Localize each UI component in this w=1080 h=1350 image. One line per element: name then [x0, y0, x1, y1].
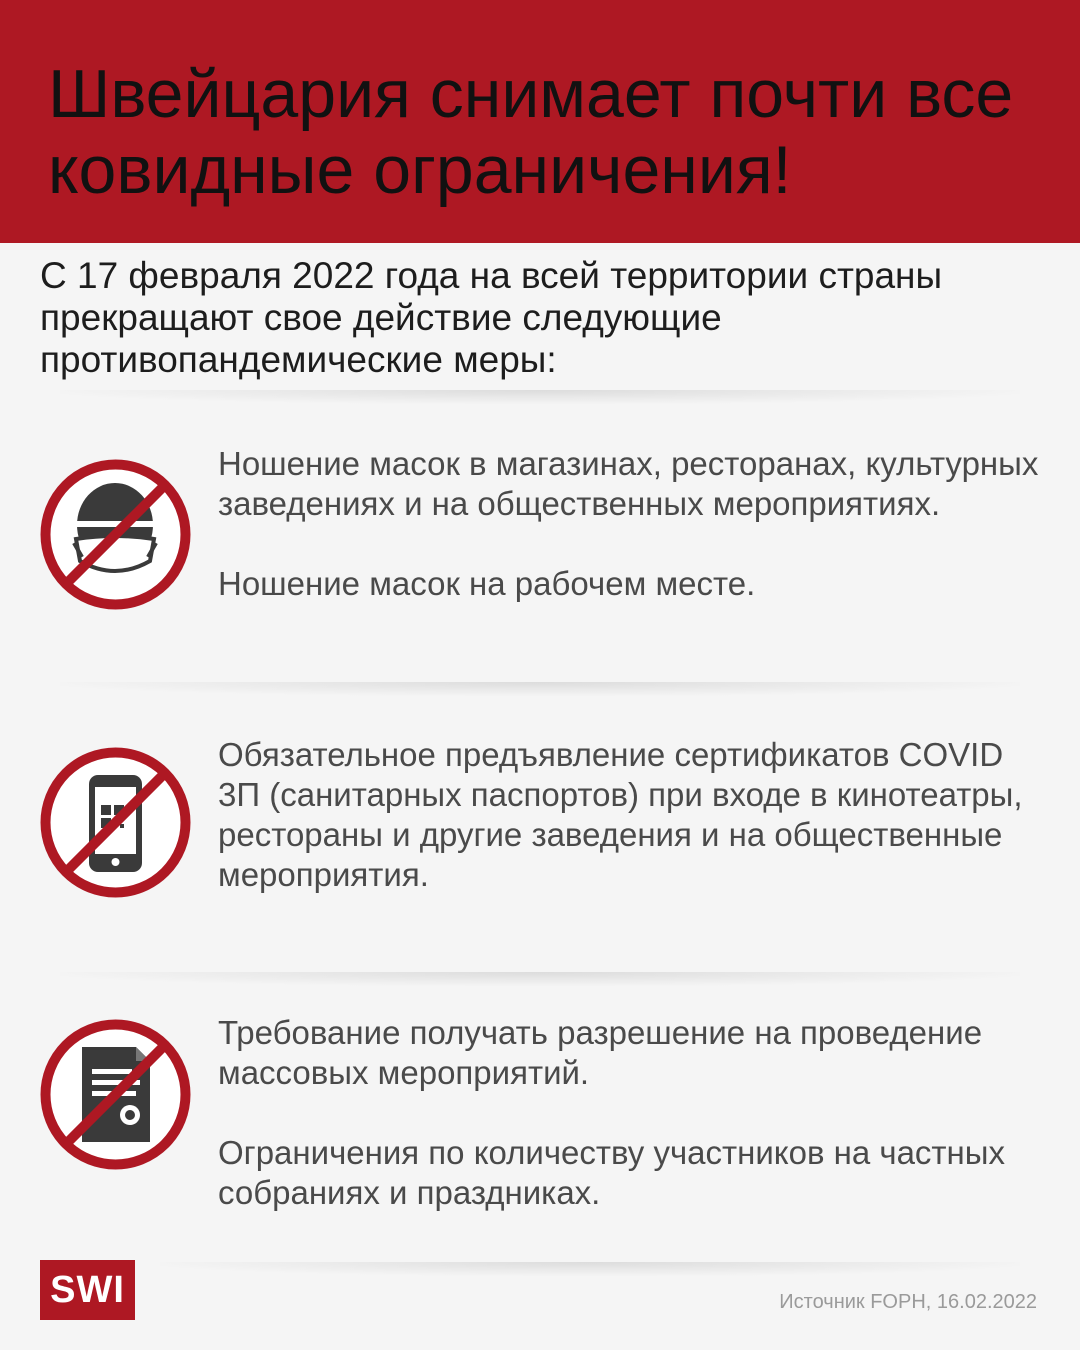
item-paragraph: Ношение масок в магазинах, ресторанах, культурных заведениях и на общественных мероприятиях.: [218, 445, 1039, 522]
divider: [160, 1262, 1020, 1276]
no-permit-document-icon: [38, 1017, 193, 1172]
item-paragraph: Ограничения по количеству участников на частных собраниях и праздниках.: [218, 1134, 1005, 1211]
swi-logo: SWI: [40, 1260, 135, 1320]
source-caption: Источник FOPH, 16.02.2022: [779, 1291, 1037, 1313]
item-paragraph: Ношение масок на рабочем месте.: [218, 565, 756, 602]
item-masks: [218, 444, 1048, 604]
no-mask-icon: [38, 457, 193, 612]
intro-text: С 17 февраля 2022 года на всей территории страны прекращают свое действие следующие противопандемические меры:: [40, 255, 943, 380]
header-banner: [0, 0, 1080, 243]
divider: [60, 390, 1020, 404]
page-title: Швейцария снимает почти все ковидные ограничения!: [48, 56, 1014, 208]
divider: [60, 972, 1020, 986]
item-events: [218, 1013, 1048, 1213]
no-certificate-phone-icon: [38, 745, 193, 900]
item-paragraph: Обязательное предъявление сертификатов COVID 3П (санитарных паспортов) при входе в кинотеатры, рестораны и другие заведения и на общественные мероприятия.: [218, 736, 1023, 893]
item-certificates: [218, 735, 1048, 895]
divider: [60, 682, 1020, 696]
item-paragraph: Требование получать разрешение на проведение массовых мероприятий.: [218, 1014, 983, 1091]
